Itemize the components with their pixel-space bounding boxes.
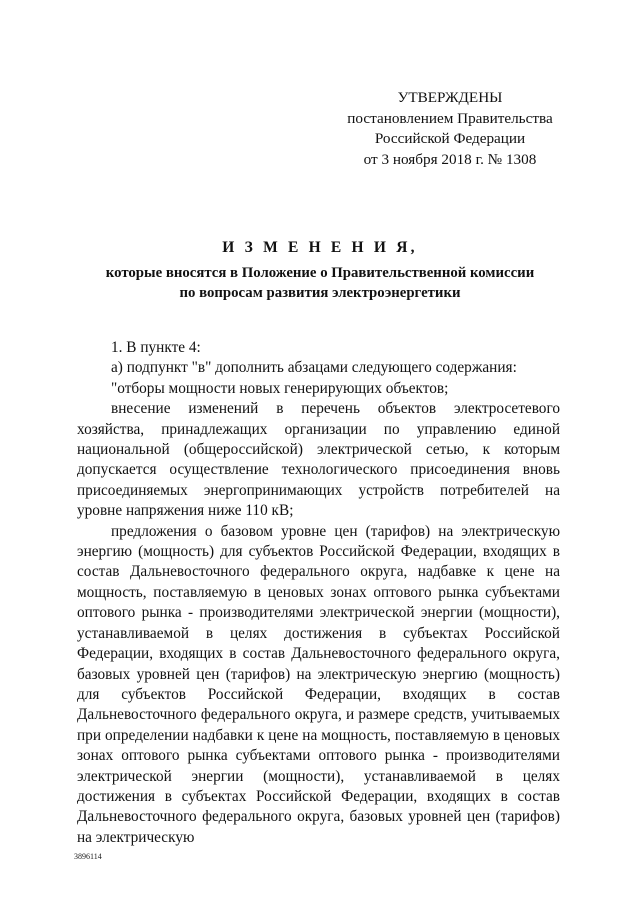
approval-title: УТВЕРЖДЕНЫ [397, 89, 503, 106]
paragraph-subitem-a: а) подпункт "в" дополнить абзацами следующего содержания: [111, 359, 517, 377]
document-subtitle-line-2: по вопросам развития электроэнергетики [179, 285, 461, 301]
approval-line-resolution: постановлением Правительства [347, 109, 553, 127]
document-title: И З М Е Н Е Н И Я, [222, 239, 418, 256]
document-subtitle-line-1: которые вносятся в Положение о Правительственной комиссии [105, 265, 535, 281]
approval-line-country: Российской Федерации [374, 130, 526, 147]
document-subtitle [60, 263, 580, 303]
document-body [77, 338, 560, 848]
paragraph-tariff-proposals: предложения о базовом уровне цен (тарифов) на электрическую энергию (мощность) для субъектов Российской Федерации, входящих в состав Дальневосточного федерального округа, надбавке к цене на мощность, поставляемую в ценовых зонах оптового рынка субъектами оптового рынка - производителями электрической энергии (мощности), устанавливаемой в целях достижения в субъектах Российской Федерации, входящих в состав Дальневосточного федерального округа, базовых уровней цен (тарифов) на электрическую энергию (мощность) для субъектов Российской Федерации, входящих в состав Дальневосточного федерального округа, и размере средств, учитываемых при определении надбавки к цене на мощность, поставляемую в ценовых зонах оптового рынка субъектами оптового рынка - производителями электрической энергии (мощности), устанавливаемой в целях достижения в субъектах Российской Федерации, входящих в состав Дальневосточного федерального округа, базовых уровней цен (тарифов) на электрическую [77, 522, 560, 846]
approval-line-date-number: от 3 ноября 2018 г. № 1308 [363, 150, 537, 168]
approval-block [345, 88, 555, 170]
paragraph-capacity-selection: "отборы мощности новых генерирующих объектов; [111, 379, 449, 397]
paragraph-grid-objects: внесение изменений в перечень объектов электросетевого хозяйства, принадлежащих организации по управлению единой национальной (общероссийской) электрической сетью, к которым допускается осуществление технологического присоединения вновь присоединяемых энергопринимающих устройств потребителей на уровне напряжения ниже 110 кВ; [77, 400, 560, 520]
paragraph-item-1: 1. В пункте 4: [111, 339, 201, 356]
document-code: 3896114 [74, 852, 102, 861]
